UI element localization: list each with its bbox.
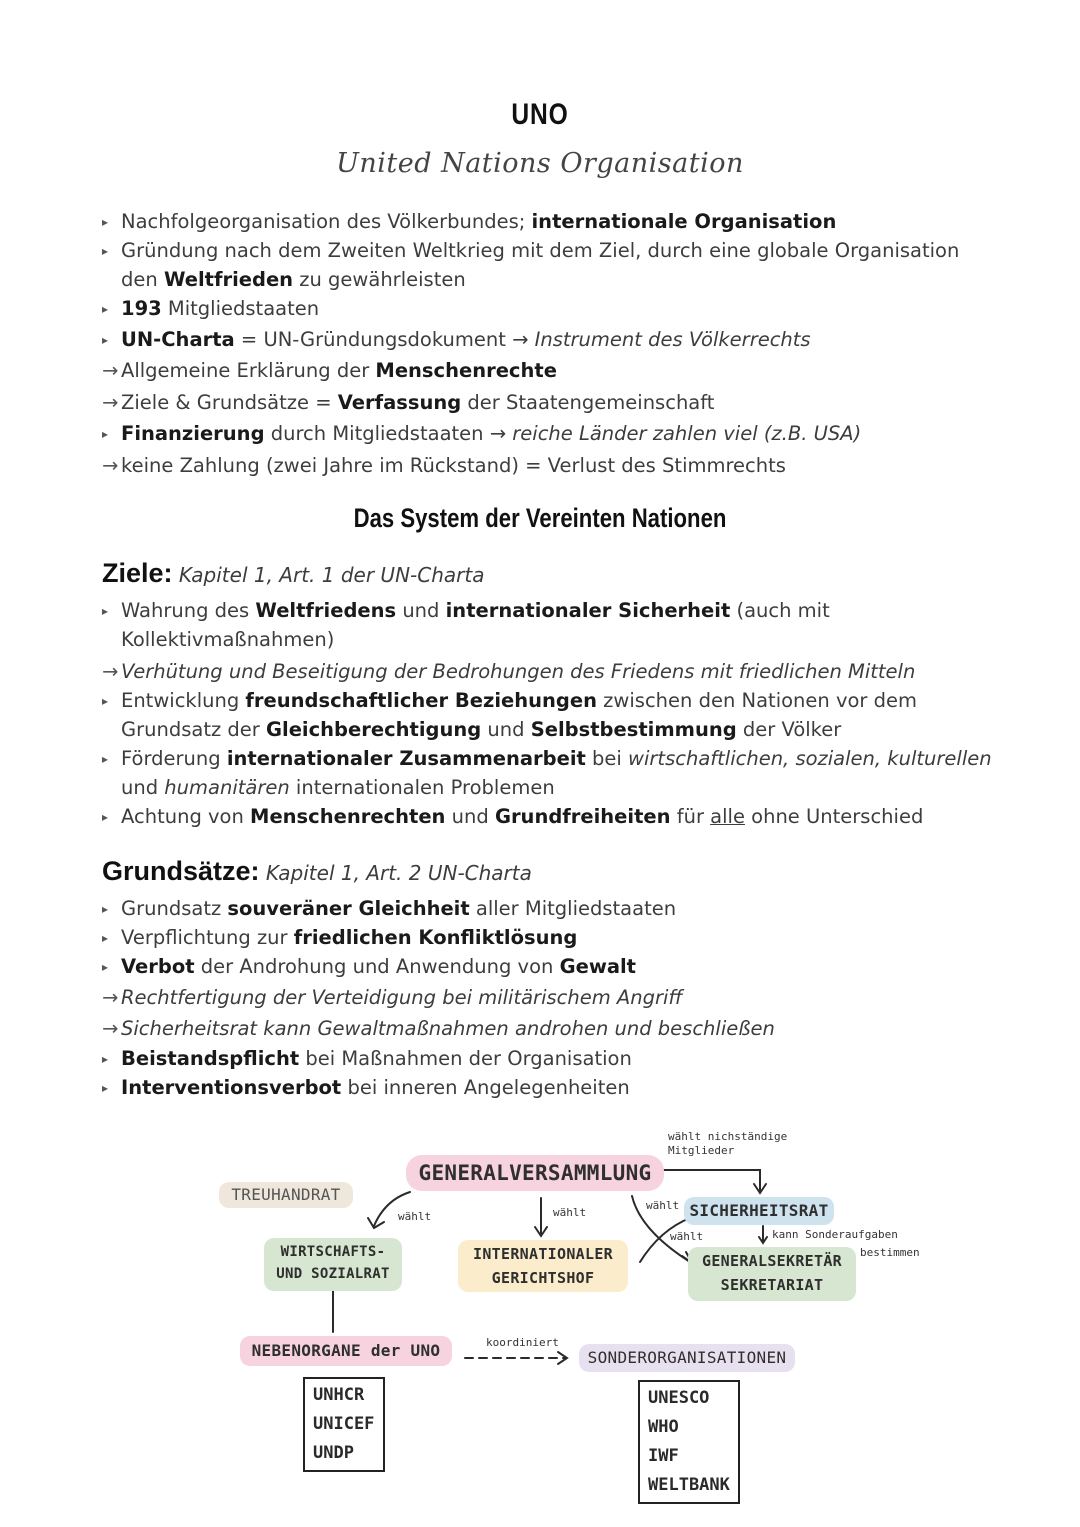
arrow-icon: → bbox=[102, 359, 119, 382]
list-item: UNHCR bbox=[313, 1385, 365, 1405]
list-item: ▸ Entwicklung freundschaftlicher Beziehungen zwischen den Nationen vor dem bbox=[102, 689, 918, 712]
bullet-icon: ▸ bbox=[102, 215, 109, 229]
generalversammlung-node: GENERALVERSAMMLUNG bbox=[406, 1155, 664, 1191]
list-item: → Allgemeine Erklärung der Menschenrechte bbox=[102, 359, 557, 382]
bestimmen-label: bestimmen bbox=[860, 1246, 920, 1259]
sekretariat-label: SEKRETARIAT bbox=[720, 1276, 824, 1294]
sonderaufgaben-label: kann Sonderaufgaben bbox=[772, 1228, 898, 1241]
list-item-continuation: Grundsatz der Gleichberechtigung und Selbstbestimmung der Völker bbox=[121, 718, 842, 741]
arrow-gv-sicherheitsrat bbox=[662, 1170, 760, 1190]
list-item: ▸ Beistandspflicht bei Maßnahmen der Organisation bbox=[102, 1047, 632, 1070]
ziele-heading: Ziele: Kapitel 1, Art. 1 der UN-Charta bbox=[102, 558, 485, 588]
list-item: ▸ 193 Mitgliedstaaten bbox=[102, 297, 320, 320]
generalsekretaer-node bbox=[688, 1247, 856, 1301]
list-item-continuation: und humanitären internationalen Problemen bbox=[121, 776, 555, 799]
arrow-icon: → bbox=[102, 1017, 119, 1040]
list-item: ▸ Finanzierung durch Mitgliedstaaten → reiche Länder zahlen viel (z.B. USA) bbox=[102, 422, 862, 445]
grundsaetze-heading: Grundsätze: Kapitel 1, Art. 2 UN-Charta bbox=[102, 856, 532, 886]
list-item: IWF bbox=[648, 1446, 679, 1466]
bullet-icon: ▸ bbox=[102, 752, 109, 766]
list-item: → Rechtfertigung der Verteidigung bei militärischem Angriff bbox=[102, 986, 683, 1009]
bullet-icon: ▸ bbox=[102, 302, 109, 316]
nebenorgane-node: NEBENORGANE der UNO bbox=[240, 1336, 452, 1366]
wirtschafts-sozialrat-node bbox=[264, 1238, 402, 1291]
waehlt-nichtstaendige-label: wählt nichständige bbox=[668, 1130, 788, 1143]
gericht-label-1: INTERNATIONALER bbox=[473, 1245, 613, 1263]
sonderorganisationen-list bbox=[638, 1380, 740, 1504]
waehlt-label-gericht: wählt bbox=[553, 1206, 587, 1219]
bullet-icon: ▸ bbox=[102, 960, 109, 974]
arrow-icon: → bbox=[102, 454, 119, 477]
list-item: ▸ Förderung internationaler Zusammenarbeit bei wirtschaftlichen, sozialen, kulturellen bbox=[102, 747, 992, 770]
bullet-icon: ▸ bbox=[102, 694, 109, 708]
gericht-label-2: GERICHTSHOF bbox=[491, 1269, 595, 1287]
bullet-icon: ▸ bbox=[102, 333, 109, 347]
bullet-icon: ▸ bbox=[102, 427, 109, 441]
list-item: ▸ Interventionsverbot bei inneren Angelegenheiten bbox=[102, 1076, 630, 1099]
nebenorgane-list bbox=[303, 1377, 385, 1472]
list-item: UNESCO bbox=[648, 1388, 710, 1408]
list-item-continuation: Kollektivmaßnahmen) bbox=[121, 628, 335, 651]
list-item: → Verhütung und Beseitigung der Bedrohungen des Friedens mit friedlichen Mitteln bbox=[102, 660, 916, 683]
sonderorganisationen-node: SONDERORGANISATIONEN bbox=[579, 1344, 795, 1372]
sicherheitsrat-node: SICHERHEITSRAT bbox=[684, 1197, 834, 1225]
page-title: UNO bbox=[511, 98, 569, 131]
list-item: ▸ Achtung von Menschenrechten und Grundfreiheiten für alle ohne Unterschied bbox=[102, 805, 924, 828]
list-item: → keine Zahlung (zwei Jahre im Rückstand) = Verlust des Stimmrechts bbox=[102, 454, 786, 477]
list-item: ▸ UN-Charta = UN-Gründungsdokument → Instrument des Völkerrechts bbox=[102, 328, 811, 351]
arrow-icon: → bbox=[102, 391, 119, 414]
list-item: ▸ Verbot der Androhung und Anwendung von Gewalt bbox=[102, 955, 637, 978]
bullet-icon: ▸ bbox=[102, 1052, 109, 1066]
list-item: ▸ Nachfolgeorganisation des Völkerbundes; internationale Organisation bbox=[102, 210, 837, 233]
list-item: ▸ Wahrung des Weltfriedens und internationaler Sicherheit (auch mit bbox=[102, 599, 830, 622]
waehlt-label-sicherheitsrat: wählt bbox=[646, 1199, 680, 1212]
bullet-icon: ▸ bbox=[102, 244, 109, 258]
list-item: UNICEF bbox=[313, 1414, 375, 1434]
bullet-icon: ▸ bbox=[102, 810, 109, 824]
wirtschafts-label-1: WIRTSCHAFTS- bbox=[280, 1244, 386, 1260]
wirtschafts-label-2: UND SOZIALRAT bbox=[276, 1266, 390, 1282]
mitglieder-label: Mitglieder bbox=[668, 1144, 735, 1157]
bullet-icon: ▸ bbox=[102, 604, 109, 618]
section-title: Das System der Vereinten Nationen bbox=[353, 503, 727, 533]
list-item: WELTBANK bbox=[648, 1475, 730, 1495]
arrow-icon: → bbox=[102, 986, 119, 1009]
arrow-icon: → bbox=[102, 660, 119, 683]
generalsekretaer-label: GENERALSEKRETÄR bbox=[702, 1252, 842, 1270]
treuhandrat-node: TREUHANDRAT bbox=[219, 1182, 353, 1208]
list-item: ▸ Verpflichtung zur friedlichen Konfliktlösung bbox=[102, 926, 578, 949]
page-subtitle: United Nations Organisation bbox=[336, 148, 744, 179]
gerichtshof-node bbox=[458, 1240, 628, 1292]
bullet-icon: ▸ bbox=[102, 902, 109, 916]
list-item: ▸ Gründung nach dem Zweiten Weltkrieg mit dem Ziel, durch eine globale Organisation bbox=[102, 239, 960, 262]
waehlt-label-wirtschaft: wählt bbox=[398, 1210, 432, 1223]
list-item-continuation: den Weltfrieden zu gewährleisten bbox=[121, 268, 466, 291]
koordiniert-label: koordiniert bbox=[486, 1336, 559, 1349]
list-item: → Ziele & Grundsätze = Verfassung der Staatengemeinschaft bbox=[102, 391, 715, 414]
bullet-icon: ▸ bbox=[102, 1081, 109, 1095]
list-item: ▸ Grundsatz souveräner Gleichheit aller Mitgliedstaaten bbox=[102, 897, 677, 920]
list-item: → Sicherheitsrat kann Gewaltmaßnahmen androhen und beschließen bbox=[102, 1017, 775, 1040]
waehlt-label-generalsekretaer: wählt bbox=[670, 1230, 704, 1243]
list-item: WHO bbox=[648, 1417, 679, 1437]
list-item: UNDP bbox=[313, 1443, 354, 1463]
bullet-icon: ▸ bbox=[102, 931, 109, 945]
